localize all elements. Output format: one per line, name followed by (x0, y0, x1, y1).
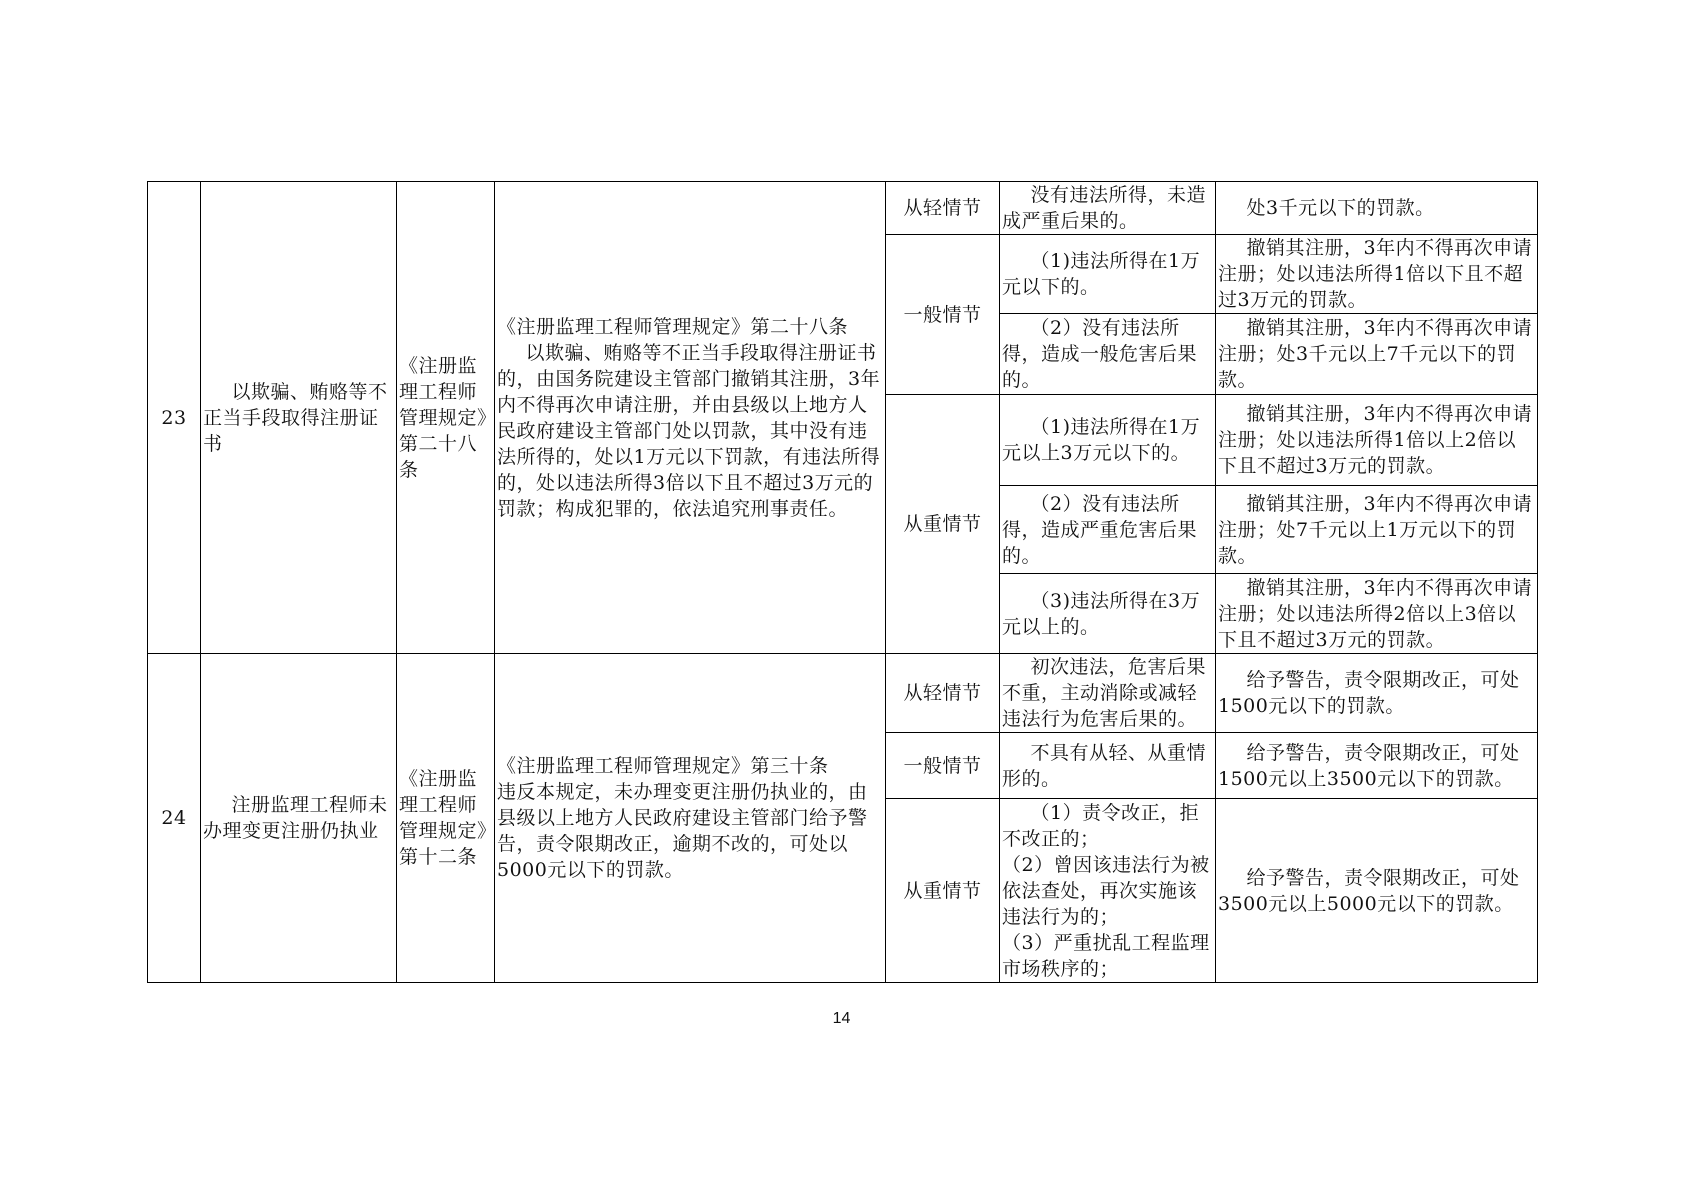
circumstance-condition: 初次违法，危害后果不重，主动消除或减轻违法行为危害后果的。 (1000, 654, 1216, 733)
circumstance-condition: （2）没有违法所得，造成严重危害后果的。 (1000, 486, 1216, 574)
circumstance-condition: （3)违法所得在3万元以上的。 (1000, 574, 1216, 654)
violation-item: 以欺骗、贿赂等不正当手段取得注册证书 (201, 182, 397, 654)
penalty-standard: 给予警告，责令限期改正，可处1500元以下的罚款。 (1216, 654, 1538, 733)
circumstance-condition: （1）责令改正，拒不改正的； （2）曾因该违法行为被依法查处，再次实施该违法行为的； （3）严重扰乱工程监理市场秩序的； (1000, 799, 1216, 983)
penalty-discretion-table (147, 181, 1538, 983)
penalty-standard: 给予警告，责令限期改正，可处1500元以上3500元以下的罚款。 (1216, 733, 1538, 799)
item-number: 23 (148, 182, 201, 654)
circumstance-level: 从重情节 (886, 395, 1000, 654)
circumstance-condition: （1)违法所得在1万元以上3万元以下的。 (1000, 395, 1216, 486)
circumstance-level: 一般情节 (886, 235, 1000, 395)
circumstance-level: 一般情节 (886, 733, 1000, 799)
penalty-provision (495, 654, 886, 983)
provision-title: 《注册监理工程师管理规定》第二十八条 (497, 315, 849, 338)
penalty-provision (495, 182, 886, 654)
circumstance-level: 从轻情节 (886, 654, 1000, 733)
provision-title: 《注册监理工程师管理规定》第三十条 (497, 755, 829, 777)
penalty-standard: 撤销其注册，3年内不得再次申请注册；处以违法所得2倍以上3倍以下且不超过3万元的罚款。 (1216, 574, 1538, 654)
circumstance-condition: （1)违法所得在1万元以下的。 (1000, 235, 1216, 314)
provision-text: 以欺骗、贿赂等不正当手段取得注册证书的，由国务院建设主管部门撤销其注册，3年内不得再次申请注册，并由县级以上地方人民政府建设主管部门处以罚款，其中没有违法所得的，处以1万元以下罚款，有违法所得的，处以违法所得3倍以下且不超过3万元的罚款；构成犯罪的，依法追究刑事责任。 (497, 341, 881, 520)
table-row (148, 654, 1538, 733)
penalty-standard: 撤销其注册，3年内不得再次申请注册；处3千元以上7千元以下的罚款。 (1216, 314, 1538, 395)
penalty-standard: 撤销其注册，3年内不得再次申请注册；处以违法所得1倍以上2倍以下且不超过3万元的罚款。 (1216, 395, 1538, 486)
penalty-standard: 给予警告，责令限期改正，可处3500元以上5000元以下的罚款。 (1216, 799, 1538, 983)
circumstance-level: 从轻情节 (886, 182, 1000, 235)
circumstance-level: 从重情节 (886, 799, 1000, 983)
circumstance-condition: （2）没有违法所得，造成一般危害后果的。 (1000, 314, 1216, 395)
page-number: 14 (832, 1010, 851, 1027)
legal-basis: 《注册监理工程师管理规定》第十二条 (397, 654, 495, 983)
penalty-standard: 撤销其注册，3年内不得再次申请注册；处7千元以上1万元以下的罚款。 (1216, 486, 1538, 574)
violation-item: 注册监理工程师未办理变更注册仍执业 (201, 654, 397, 983)
table-row (148, 182, 1538, 235)
provision-text: 违反本规定，未办理变更注册仍执业的，由县级以上地方人民政府建设主管部门给予警告，责令限期改正，逾期不改的，可处以5000元以下的罚款。 (497, 781, 868, 881)
legal-basis: 《注册监理工程师管理规定》第二十八条 (397, 182, 495, 654)
circumstance-condition: 没有违法所得，未造成严重后果的。 (1000, 182, 1216, 235)
penalty-standard: 撤销其注册，3年内不得再次申请注册；处以违法所得1倍以下且不超过3万元的罚款。 (1216, 235, 1538, 314)
item-number: 24 (148, 654, 201, 983)
circumstance-condition: 不具有从轻、从重情形的。 (1000, 733, 1216, 799)
penalty-standard: 处3千元以下的罚款。 (1216, 182, 1538, 235)
